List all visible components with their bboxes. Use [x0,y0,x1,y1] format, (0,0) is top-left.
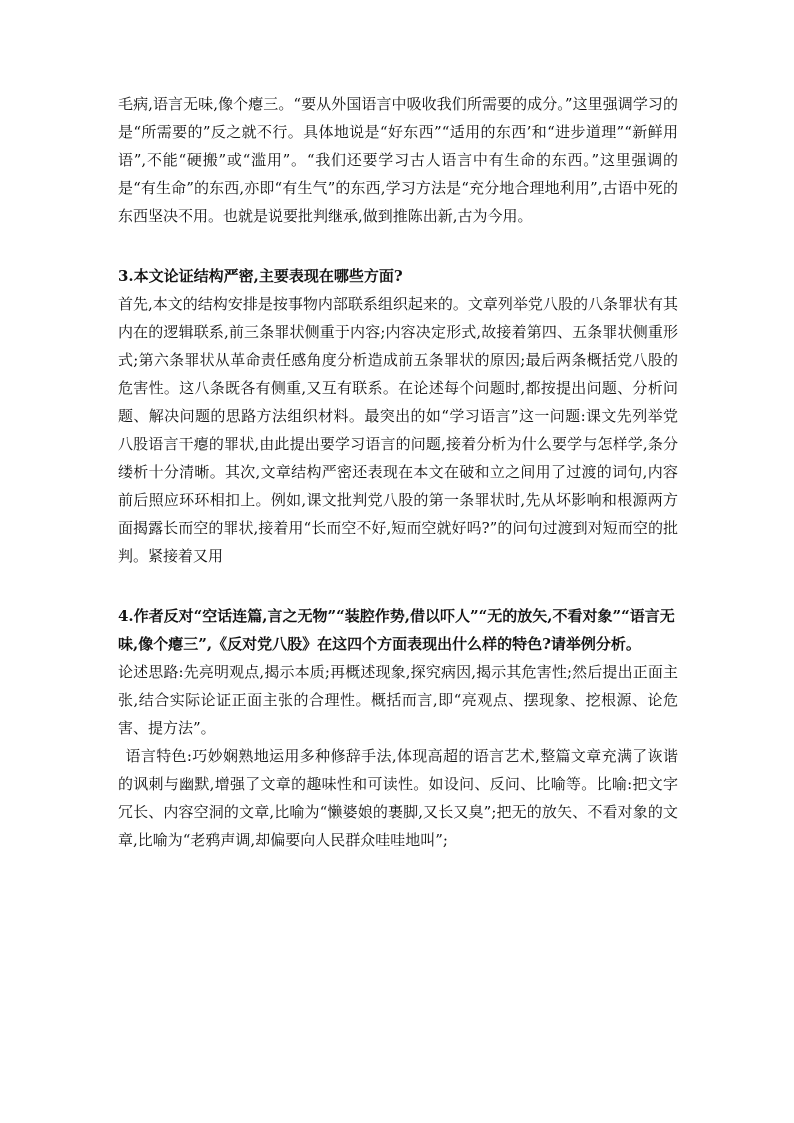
section-gap [118,570,678,602]
question-4-heading: 4.作者反对“空话连篇,言之无物”“装腔作势,借以吓人”“无的放矢,不看对象”“语言无味,像个瘪三”,《反对党八股》在这四个方面表现出什么样的特色?请举例分析。 [118,607,675,653]
intro-paragraph: 毛病,语言无味,像个瘪三。“要从外国语言中吸收我们所需要的成分。”这里强调学习的是“所需要的”反之就不行。具体地说是“好东西”“适用的东西’和“进步道理”“新鲜用语”,不能“硬搬”或“滥用”。“我们还要学习古人语言中有生命的东西。”这里强调的是“有生命”的东西,亦即“有生气”的东西,学习方法是“充分地合理地利用”,古语中死的东西坚决不用。也就是说要批判继承,做到推陈出新,古为今用。 [118,95,678,225]
question-3-answer: 首先,本文的结构安排是按事物内部联系组织起来的。文章列举党八股的八条罪状有其内在的逻辑联系,前三条罪状侧重于内容;内容决定形式,故接着第四、五条罪状侧重形式;第六条罪状从革命责任感角度分析造成前五条罪状的原因;最后两条概括党八股的危害性。这八条既各有侧重,又互有联系。在论述每个问题时,都按提出问题、分析问题、解决问题的思路方法组织材料。最突出的如“学习语言”这一问题:课文先列举党八股语言干瘪的罪状,由此提出要学习语言的问题,接着分析为什么要学与怎样学,条分缕析十分清晰。其次,文章结构严密还表现在本文在破和立之间用了过渡的词句,内容前后照应环环相扣上。例如,课文批判党八股的第一条罪状时,先从坏影响和根源两方面揭露长而空的罪状,接着用“长而空不好,短而空就好吗?”的问句过渡到对短而空的批判。紧接着又用 [118,295,678,565]
section-gap [118,230,678,262]
question-4-answer-language: 语言特色:巧妙娴熟地运用多种修辞手法,体现高超的语言艺术,整篇文章充满了诙谐的讽刺与幽默,增强了文章的趣味性和可读性。如设问、反问、比喻等。比喻:把文字冗长、内容空洞的文章,比喻为“懒婆娘的裹脚,又长又臭”;把无的放矢、不看对象的文章,比喻为“老鸦声调,却偏要向人民群众哇哇地叫”; [118,747,678,849]
document-page [118,90,678,854]
question-3-heading: 3.本文论证结构严密,主要表现在哪些方面? [118,267,403,285]
question-4-answer-structure: 论述思路:先亮明观点,揭示本质;再概述现象,探究病因,揭示其危害性;然后提出正面主张,结合实际论证正面主张的合理性。概括而言,即“亮观点、摆现象、挖根源、论危害、提方法”。 [118,663,678,737]
